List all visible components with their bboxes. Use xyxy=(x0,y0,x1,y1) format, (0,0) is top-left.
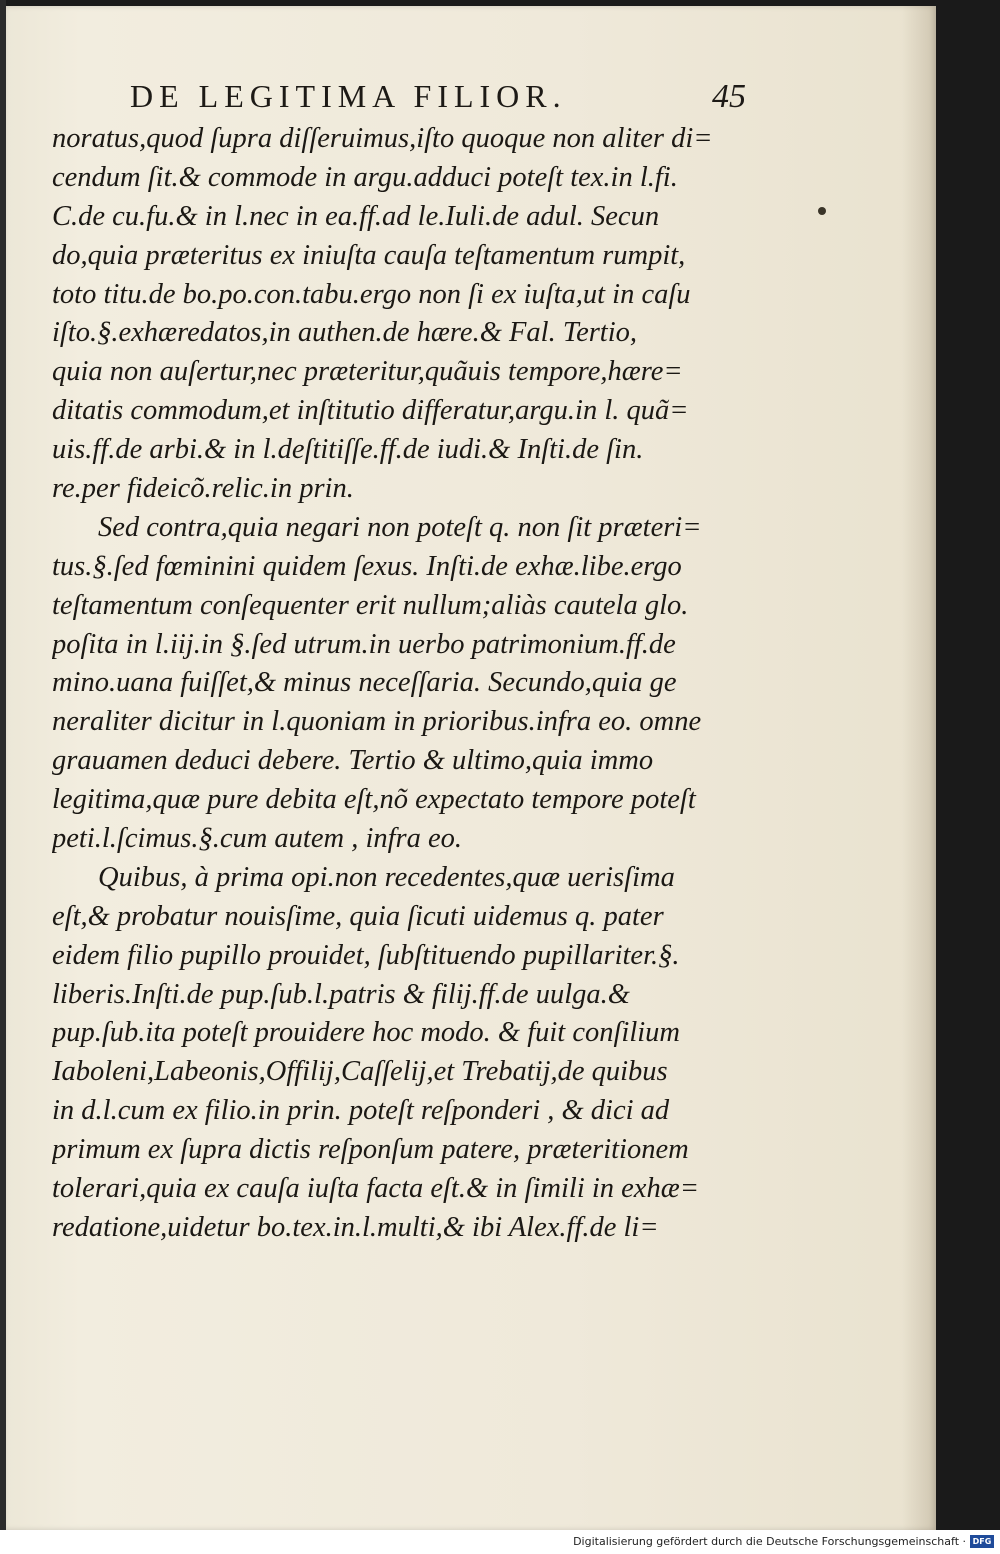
text-line: peti.l.ſcimus.§.cum autem , infra eo. xyxy=(52,823,463,855)
funding-credit: Digitalisierung gefördert durch die Deutsche Forschungsgemeinschaft · xyxy=(573,1535,966,1548)
spine-shadow xyxy=(902,6,936,1530)
text-line: cendum ſit.& commode in argu.adduci poteſt tex.in l.fi. xyxy=(52,161,678,193)
text-line: grauamen deduci debere. Tertio & ultimo,quia immo xyxy=(52,745,654,777)
text-line: liberis.Inſti.de pup.ſub.l.patris & filij.ff.de uulga.& xyxy=(52,978,630,1010)
text-line: tus.§.ſed fœminini quidem ſexus. Inſti.de exhæ.libe.ergo xyxy=(52,550,682,582)
text-line: eidem filio pupillo prouidet, ſubſtituendo pupillariter.§. xyxy=(52,939,680,971)
text-line: uis.ff.de arbi.& in l.deſtitiſſe.ff.de iudi.& Inſti.de ſin. xyxy=(52,434,644,466)
text-line: tolerari,quia ex cauſa iuſta facta eſt.& in ſimili in exhæ= xyxy=(52,1173,699,1205)
text-line: teſtamentum conſequenter erit nullum;aliàs cautela glo. xyxy=(52,589,689,621)
running-title: DE LEGITIMA FILIOR. xyxy=(130,78,567,114)
text-line: quia non auſertur,nec præteritur,quãuis tempore,hære= xyxy=(52,356,683,388)
body-text xyxy=(52,120,764,1248)
text-line: re.per fideicõ.relic.in prin. xyxy=(52,473,354,505)
text-line: do,quia præteritus ex iniuſta cauſa teſtamentum rumpit, xyxy=(52,239,686,271)
text-line: legitima,quæ pure debita eſt,nõ expectato tempore poteſt xyxy=(52,784,696,816)
text-line: toto titu.de bo.po.con.tabu.ergo non ſi ex iuſta,ut in caſu xyxy=(52,278,691,310)
text-line: neraliter dicitur in l.quoniam in prioribus.infra eo. omne xyxy=(52,706,702,738)
text-line: noratus,quod ſupra diſſeruimus,iſto quoque non aliter di= xyxy=(52,123,713,154)
dfg-logo: DFG xyxy=(970,1535,994,1548)
text-line: pup.ſub.ita poteſt prouidere hoc modo. & fuit conſilium xyxy=(52,1017,681,1049)
ink-spot xyxy=(818,207,826,215)
paragraph-start-line: Sed contra,quia negari non poteſt q. non ſit præteri= xyxy=(98,511,702,543)
text-line: Iaboleni,Labeonis,Offilij,Caſſelij,et Trebatij,de quibus xyxy=(52,1056,668,1088)
text-line: primum ex ſupra dictis reſponſum patere, præteritionem xyxy=(52,1134,689,1166)
text-line: poſita in l.iij.in §.ſed utrum.in uerbo patrimonium.ff.de xyxy=(52,628,676,660)
text-line: ditatis commodum,et inſtitutio differatur,argu.in l. quã= xyxy=(52,395,689,427)
text-line: in d.l.cum ex filio.in prin. poteſt reſponderi , & dici ad xyxy=(52,1095,670,1127)
text-line: redatione,uidetur bo.tex.in.l.multi,& ibi Alex.ff.de li= xyxy=(52,1211,659,1243)
text-line: iſto.§.exhæredatos,in authen.de hære.& Fal. Tertio, xyxy=(52,317,638,349)
text-line: eſt,& probatur nouisſime, quia ſicuti uidemus q. pater xyxy=(52,900,664,932)
text-line: mino.uana fuiſſet,& minus neceſſaria. Secundo,quia ge xyxy=(52,667,677,699)
paragraph-start-line: Quibus, à prima opi.non recedentes,quæ uerisſima xyxy=(98,861,675,893)
text-line: C.de cu.fu.& in l.nec in ea.ff.ad le.Iuli.de adul. Secun xyxy=(52,200,660,232)
page-number: 45 xyxy=(712,78,746,115)
